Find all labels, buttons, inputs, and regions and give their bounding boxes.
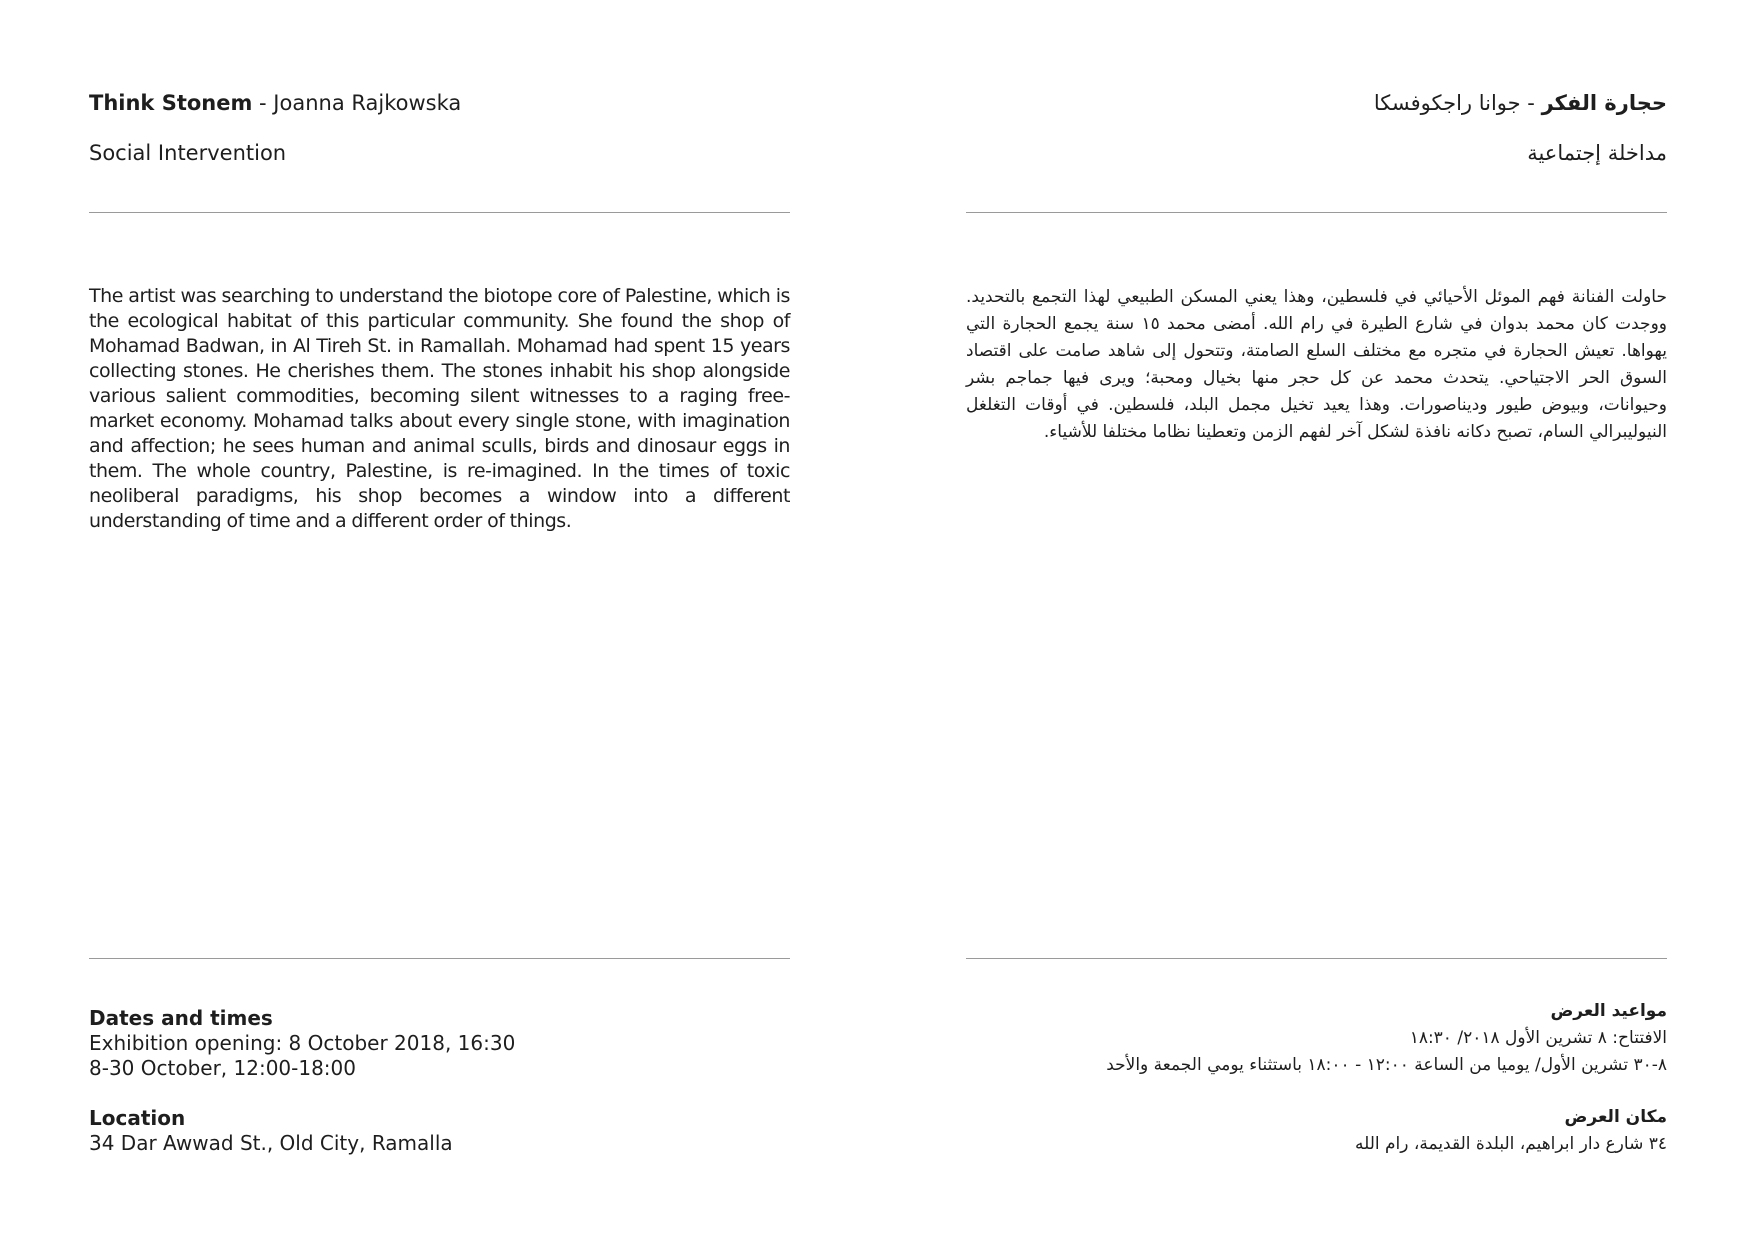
description-paragraph-arabic: حاولت الفنانة فهم الموئل الأحيائي في فلسطين، وهذا يعني المسكن الطبيعي لهذا التجمع بالتحديد. ووجدت كان محمد بدوان في شارع الطيرة في رام الله. أمضى محمد ١٥ سنة يجمع الحجارة التي يهواها. تعيش الحجارة في متجره مع مختلف السلع الصامتة، وتتحول إلى شاهد صامت على اقتصاد السوق الحر الاجتياحي. يتحدث محمد عن كل حجر منها بخيال ومحبة؛ ويرى فيها جماجم بشر وحيوانات، وبيوض طيور وديناصورات. وهذا يعيد تخيل مجمل البلد، فلسطين. في أوقات التغلغل النيوليبرالي السام، تصبح دكانه نافذة لشكل آخر لفهم الزمن وتعطينا نظاما مختلفا للأشياء. [966, 287, 1667, 442]
location-block [89, 1106, 790, 1156]
page-title [89, 89, 790, 117]
dates-block [89, 1006, 790, 1081]
page-subtitle-arabic: مداخلة إجتماعية [1527, 141, 1667, 165]
dates-line-arabic: الافتتاح: ٨ تشرين الأول ٢٠١٨/ ١٨:٣٠ [1409, 1028, 1667, 1048]
location-block-arabic [966, 1104, 1667, 1158]
bottom-divider [89, 958, 790, 959]
dates-line-arabic: ٨-٣٠ تشرين الأول/ يوميا من الساعة ١٢:٠٠ - ١٨:٠٠ باستثناء يومي الجمعة والأحد [1106, 1055, 1667, 1075]
location-line: 34 Dar Awwad St., Old City, Ramalla [89, 1131, 453, 1155]
bottom-divider-arabic [966, 958, 1667, 959]
title-bold-arabic: حجارة الفكر [1541, 91, 1667, 115]
title-artist: - Joanna Rajkowska [252, 91, 462, 115]
arabic-column [966, 0, 1667, 1240]
dates-line: 8-30 October, 12:00-18:00 [89, 1056, 356, 1080]
location-heading: Location [89, 1106, 186, 1130]
location-line-arabic: ٣٤ شارع دار ابراهيم، البلدة القديمة، رام الله [1354, 1134, 1667, 1154]
page-subtitle: Social Intervention [89, 141, 287, 165]
top-divider-arabic [966, 212, 1667, 213]
title-artist-arabic: - جوانا راجكوفسكا [1373, 91, 1542, 115]
dates-block-arabic [966, 998, 1667, 1079]
location-heading-arabic: مكان العرض [1564, 1107, 1667, 1127]
top-divider [89, 212, 790, 213]
dates-heading: Dates and times [89, 1006, 273, 1030]
english-column [89, 0, 790, 1240]
description-paragraph: The artist was searching to understand the biotope core of Palestine, which is the ecological habitat of this particular community. She found the shop of Mohamad Badwan, in Al Tireh St. in Ramallah. Mohamad had spent 15 years collecting stones. He cherishes them. The stones inhabit his shop alongside various salient commodities, becoming silent witnesses to a raging free-market economy. Mohamad talks about every single stone, with imagination and affection; he sees human and animal sculls, birds and dinosaur eggs in them. The whole country, Palestine, is re-imagined. In the times of toxic neoliberal paradigms, his shop becomes a window into a different understanding of time and a different order of things. [89, 285, 790, 532]
dates-heading-arabic: مواعيد العرض [1550, 1001, 1667, 1021]
title-bold: Think Stonem [89, 91, 253, 115]
dates-line: Exhibition opening: 8 October 2018, 16:30 [89, 1031, 516, 1055]
page-title-arabic [966, 89, 1667, 117]
